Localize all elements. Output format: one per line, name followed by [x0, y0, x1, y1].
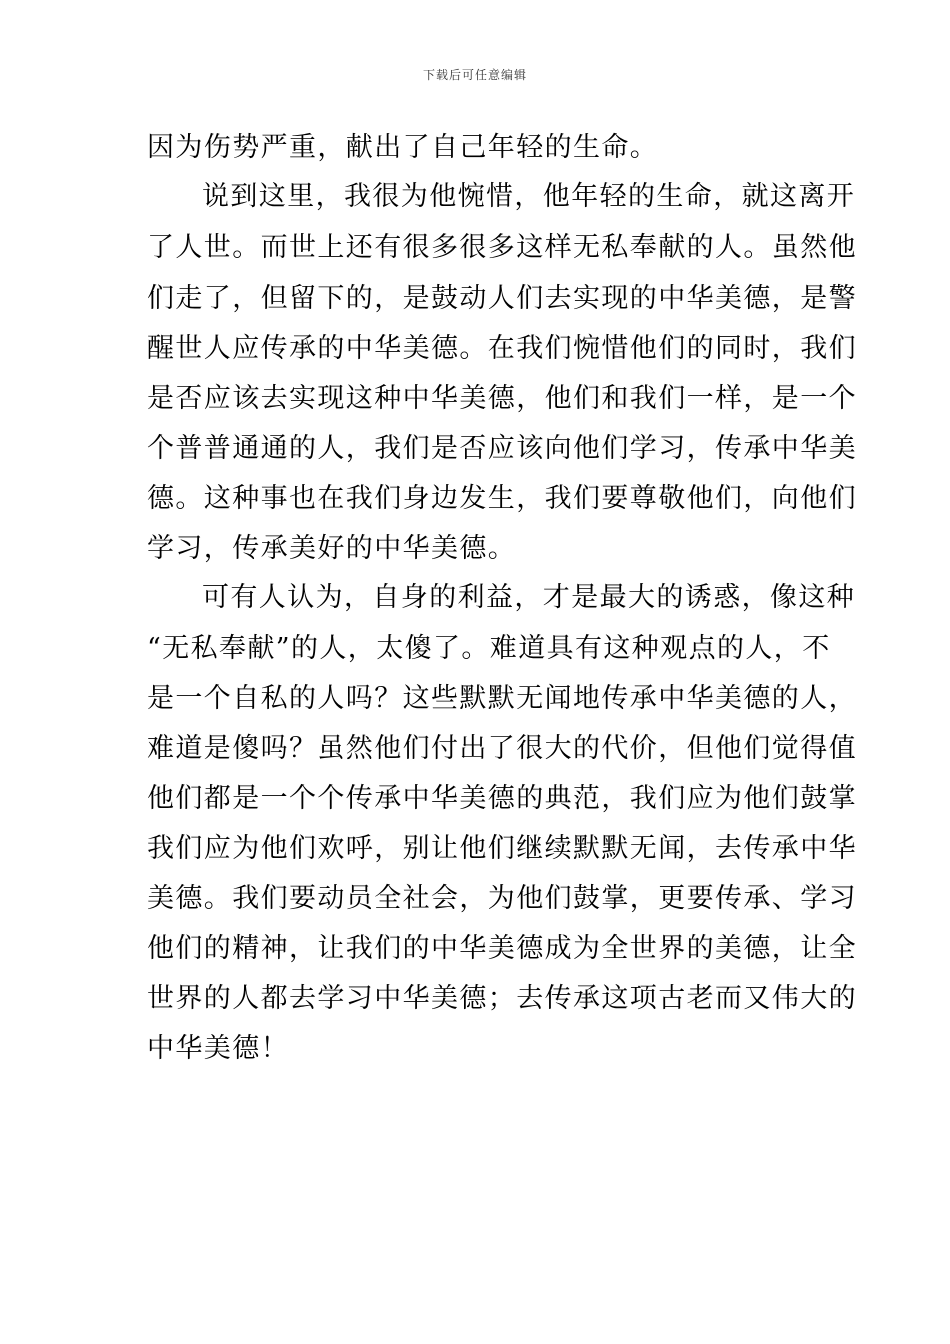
text-line: 了人世。而世上还有很多很多这样无私奉献的人。虽然他 — [147, 232, 857, 263]
text-line: 是一个自私的人吗？这些默默无闻地传承中华美德的人， — [147, 683, 857, 714]
text-line: 德。这种事也在我们身边发生，我们要尊敬他们，向他们 — [147, 483, 857, 514]
text-line: 醒世人应传承的中华美德。在我们惋惜他们的同时，我们 — [147, 333, 857, 364]
text-line: 因为伤势严重，献出了自己年轻的生命。 — [147, 132, 659, 163]
text-line: 是否应该去实现这种中华美德，他们和我们一样，是一个 — [147, 383, 857, 414]
text-line: 中华美德！ — [147, 1033, 289, 1064]
text-line: “无私奉献”的人，太傻了。难道具有这种观点的人，不 — [147, 633, 831, 664]
text-line: 我们应为他们欢呼，别让他们继续默默无闻，去传承中华 — [147, 833, 857, 864]
page-header: 下载后可任意编辑 — [422, 68, 527, 82]
text-line: 学习，传承美好的中华美德。 — [147, 533, 517, 564]
text-line: 可有人认为，自身的利益，才是最大的诱惑，像这种 — [202, 582, 856, 613]
text-line: 世界的人都去学习中华美德；去传承这项古老而又伟大的 — [147, 983, 857, 1014]
text-line: 难道是傻吗？虽然他们付出了很大的代价，但他们觉得值 — [147, 733, 857, 764]
text-line: 们走了，但留下的，是鼓动人们去实现的中华美德，是警 — [147, 283, 857, 314]
text-line: 他们的精神，让我们的中华美德成为全世界的美德，让全 — [147, 933, 857, 964]
text-line: 美德。我们要动员全社会，为他们鼓掌，更要传承、学习 — [147, 883, 857, 914]
text-line: 说到这里，我很为他惋惜，他年轻的生命，就这离开 — [202, 181, 856, 212]
text-line: 他们都是一个个传承中华美德的典范，我们应为他们鼓掌 — [147, 783, 857, 814]
text-line: 个普普通通的人，我们是否应该向他们学习，传承中华美 — [147, 433, 857, 464]
